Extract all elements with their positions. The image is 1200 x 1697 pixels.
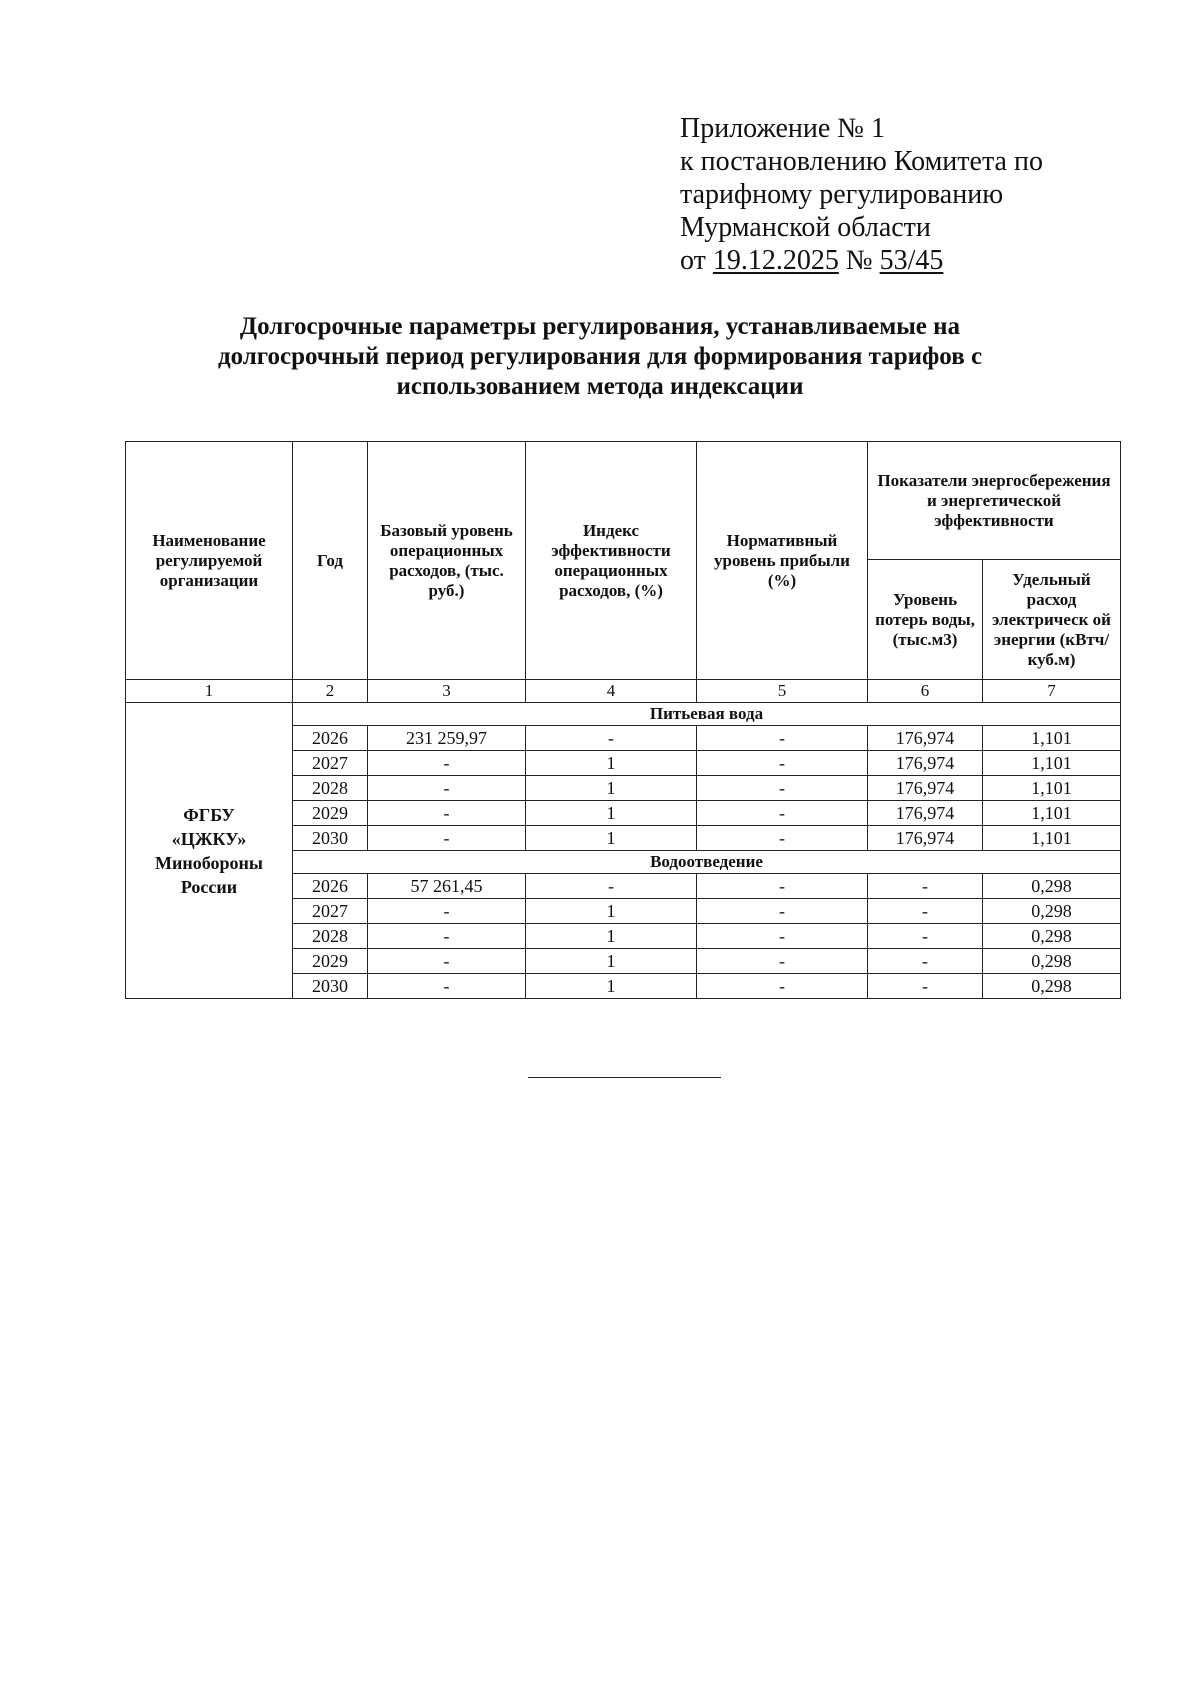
cell-efficiency-index: 1 — [526, 826, 697, 851]
cell-electricity: 1,101 — [983, 751, 1121, 776]
header-row — [126, 442, 1121, 560]
col-number: 4 — [526, 680, 697, 703]
org-line-3: Минобороны — [155, 852, 263, 873]
document-date: 19.12.2025 — [712, 245, 839, 276]
cell-electricity: 1,101 — [983, 726, 1121, 751]
cell-profit-level: - — [697, 974, 868, 999]
cell-water-losses: - — [868, 974, 983, 999]
cell-base-opex: - — [368, 899, 526, 924]
cell-year: 2029 — [293, 949, 368, 974]
col-number: 5 — [697, 680, 868, 703]
cell-electricity: 1,101 — [983, 801, 1121, 826]
title-line-1: Долгосрочные параметры регулирования, устанавливаемые на — [239, 313, 961, 340]
header-year: Год — [293, 442, 368, 680]
cell-efficiency-index: 1 — [526, 899, 697, 924]
cell-water-losses: - — [868, 924, 983, 949]
cell-water-losses: - — [868, 949, 983, 974]
org-line-1: ФГБУ — [183, 804, 235, 825]
header-water-losses: Уровень потерь воды, (тыс.м3) — [868, 560, 983, 680]
title-line-2: долгосрочный период регулирования для формирования тарифов с — [217, 343, 983, 370]
cell-base-opex: - — [368, 776, 526, 801]
appendix-date-line — [680, 244, 1043, 277]
cell-efficiency-index: 1 — [526, 949, 697, 974]
title-line-3: использованием метода индексации — [396, 373, 804, 400]
document-number: 53/45 — [879, 245, 944, 276]
header-profit-level: Нормативный уровень прибыли (%) — [697, 442, 868, 680]
cell-electricity: 1,101 — [983, 826, 1121, 851]
cell-year: 2030 — [293, 826, 368, 851]
cell-profit-level: - — [697, 949, 868, 974]
cell-profit-level: - — [697, 726, 868, 751]
appendix-line-2: к постановлению Комитета по — [680, 146, 1043, 177]
cell-efficiency-index: 1 — [526, 751, 697, 776]
col-number: 1 — [126, 680, 293, 703]
cell-base-opex: - — [368, 974, 526, 999]
cell-base-opex: 57 261,45 — [368, 874, 526, 899]
date-prefix: от — [680, 245, 706, 276]
cell-year: 2026 — [293, 874, 368, 899]
cell-electricity: 0,298 — [983, 924, 1121, 949]
cell-electricity: 0,298 — [983, 874, 1121, 899]
cell-base-opex: 231 259,97 — [368, 726, 526, 751]
cell-water-losses: 176,974 — [868, 751, 983, 776]
appendix-line-1: Приложение № 1 — [680, 113, 885, 144]
cell-water-losses: 176,974 — [868, 726, 983, 751]
number-sign: № — [845, 245, 873, 276]
header-energy-group: Показатели энергосбережения и энергетической эффективности — [868, 442, 1121, 560]
cell-electricity: 0,298 — [983, 949, 1121, 974]
cell-efficiency-index: 1 — [526, 924, 697, 949]
cell-water-losses: - — [868, 899, 983, 924]
cell-water-losses: 176,974 — [868, 826, 983, 851]
cell-efficiency-index: - — [526, 874, 697, 899]
cell-profit-level: - — [697, 826, 868, 851]
cell-electricity: 1,101 — [983, 776, 1121, 801]
cell-profit-level: - — [697, 874, 868, 899]
appendix-block — [680, 112, 1043, 277]
cell-year: 2027 — [293, 751, 368, 776]
cell-profit-level: - — [697, 801, 868, 826]
appendix-line-4: Мурманской области — [680, 212, 931, 243]
cell-electricity: 0,298 — [983, 899, 1121, 924]
cell-profit-level: - — [697, 751, 868, 776]
cell-base-opex: - — [368, 924, 526, 949]
cell-water-losses: 176,974 — [868, 801, 983, 826]
organization-name — [126, 703, 293, 999]
cell-base-opex: - — [368, 801, 526, 826]
header-electricity-consumption: Удельный расход электрическ ой энергии (кВтч/куб.м) — [983, 560, 1121, 680]
cell-efficiency-index: - — [526, 726, 697, 751]
cell-year: 2028 — [293, 776, 368, 801]
cell-year: 2030 — [293, 974, 368, 999]
cell-profit-level: - — [697, 776, 868, 801]
org-line-4: России — [180, 876, 238, 897]
cell-base-opex: - — [368, 751, 526, 776]
col-number: 6 — [868, 680, 983, 703]
cell-year: 2027 — [293, 899, 368, 924]
cell-efficiency-index: 1 — [526, 801, 697, 826]
col-number: 2 — [293, 680, 368, 703]
cell-year: 2028 — [293, 924, 368, 949]
cell-base-opex: - — [368, 826, 526, 851]
document-title — [120, 312, 1080, 402]
parameters-table — [125, 441, 1121, 999]
header-base-opex: Базовый уровень операционных расходов, (тыс. руб.) — [368, 442, 526, 680]
header-org: Наименование регулируемой организации — [126, 442, 293, 680]
org-line-2: «ЦЖКУ» — [171, 828, 247, 849]
cell-efficiency-index: 1 — [526, 974, 697, 999]
column-numbers-row — [126, 680, 1121, 703]
cell-base-opex: - — [368, 949, 526, 974]
cell-year: 2029 — [293, 801, 368, 826]
cell-electricity: 0,298 — [983, 974, 1121, 999]
cell-year: 2026 — [293, 726, 368, 751]
col-number: 7 — [983, 680, 1121, 703]
col-number: 3 — [368, 680, 526, 703]
section-row — [126, 703, 1121, 726]
header-efficiency-index: Индекс эффективности операционных расходов, (%) — [526, 442, 697, 680]
cell-profit-level: - — [697, 924, 868, 949]
appendix-line-3: тарифному регулированию — [680, 179, 1004, 210]
section-title-drinking-water: Питьевая вода — [293, 703, 1121, 726]
section-title-wastewater: Водоотведение — [293, 851, 1121, 874]
cell-profit-level: - — [697, 899, 868, 924]
cell-water-losses: - — [868, 874, 983, 899]
cell-efficiency-index: 1 — [526, 776, 697, 801]
cell-water-losses: 176,974 — [868, 776, 983, 801]
end-of-document-divider — [528, 1077, 721, 1078]
